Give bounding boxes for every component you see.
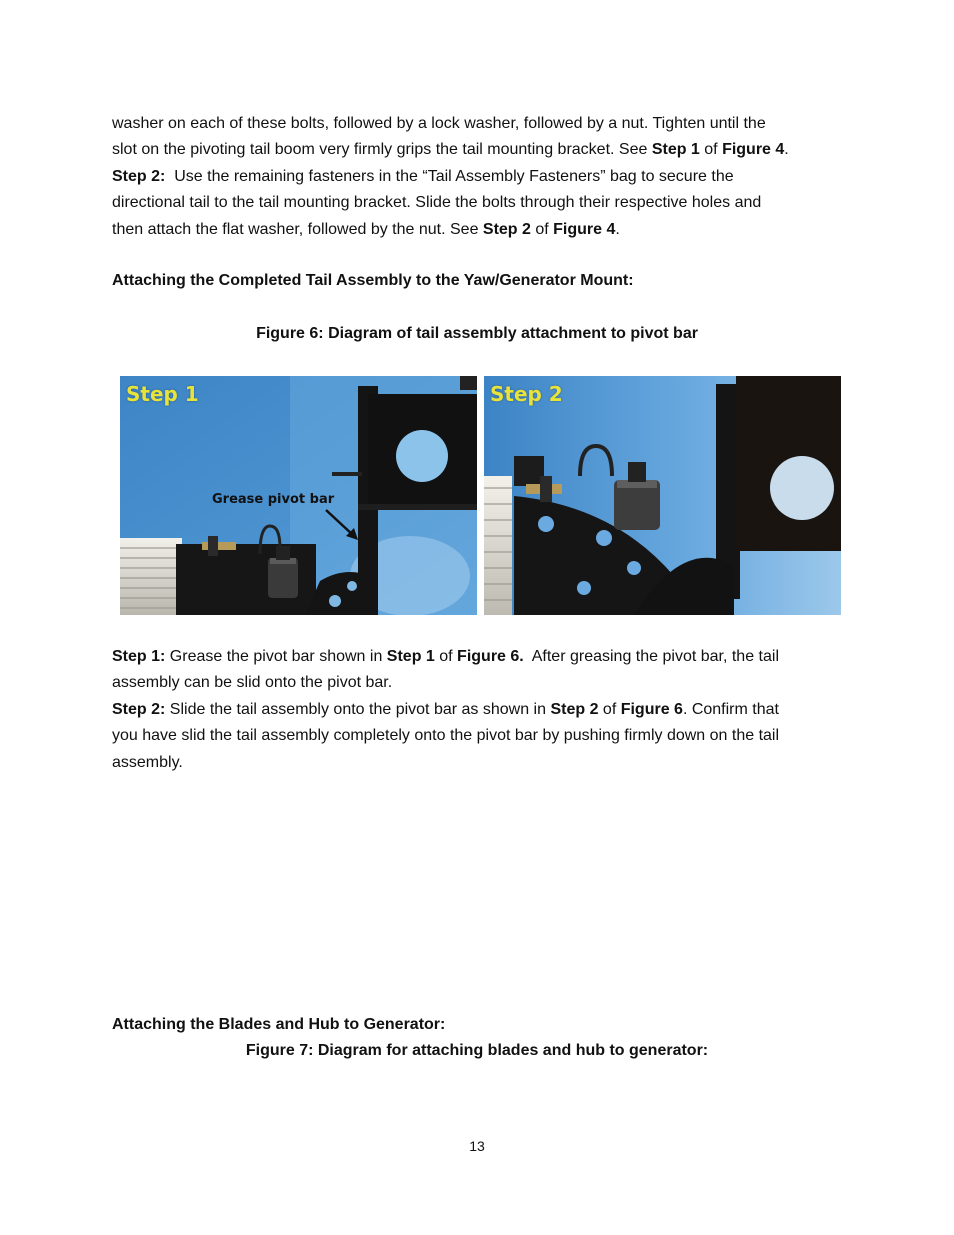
text-line: Step 2: Slide the tail assembly onto the pivot bar as shown in Step 2 of Figure 6. Confirm that	[112, 700, 779, 718]
figure-6-caption: Figure 6: Diagram of tail assembly attachment to pivot bar	[256, 325, 698, 342]
section-heading-tail-attachment: Attaching the Completed Tail Assembly to the Yaw/Generator Mount:	[112, 272, 634, 289]
figure-7-caption: Figure 7: Diagram for attaching blades and hub to generator:	[245, 1042, 709, 1059]
text-line: assembly.	[112, 753, 183, 771]
step1-photo-label: Step 1	[126, 382, 199, 406]
page-number: 13	[469, 1138, 485, 1154]
text-line: Step 1: Grease the pivot bar shown in Step 1 of Figure 6. After greasing the pivot bar, the tail	[112, 648, 779, 665]
text-line: assembly can be slid onto the pivot bar.	[112, 674, 393, 692]
step2-photo-label: Step 2	[490, 382, 563, 406]
text-line: then attach the flat washer, followed by the nut. See Step 2 of Figure 4.	[112, 220, 620, 238]
text-line: directional tail to the tail mounting bracket. Slide the bolts through their respective holes and	[112, 194, 762, 212]
paragraph-tail-fasteners	[112, 111, 852, 243]
figure-6-step2-photo	[484, 376, 841, 615]
text-line: slot on the pivoting tail boom very firmly grips the tail mounting bracket. See Step 1 of Figure 4.	[112, 141, 789, 159]
text-line: Step 2: Use the remaining fasteners in the “Tail Assembly Fasteners” bag to secure the	[112, 167, 734, 185]
grease-pivot-annotation: Grease pivot bar	[212, 492, 335, 507]
text-line: washer on each of these bolts, followed by a lock washer, followed by a nut. Tighten until the	[112, 115, 766, 132]
text-line: you have slid the tail assembly completely onto the pivot bar by pushing firmly down on the tail	[112, 727, 780, 745]
step2-photo-illustration	[484, 376, 841, 615]
figure-6-step1-photo	[120, 376, 477, 615]
section-heading-blades-hub: Attaching the Blades and Hub to Generator:	[112, 1016, 446, 1033]
paragraph-pivot-steps	[112, 644, 852, 776]
